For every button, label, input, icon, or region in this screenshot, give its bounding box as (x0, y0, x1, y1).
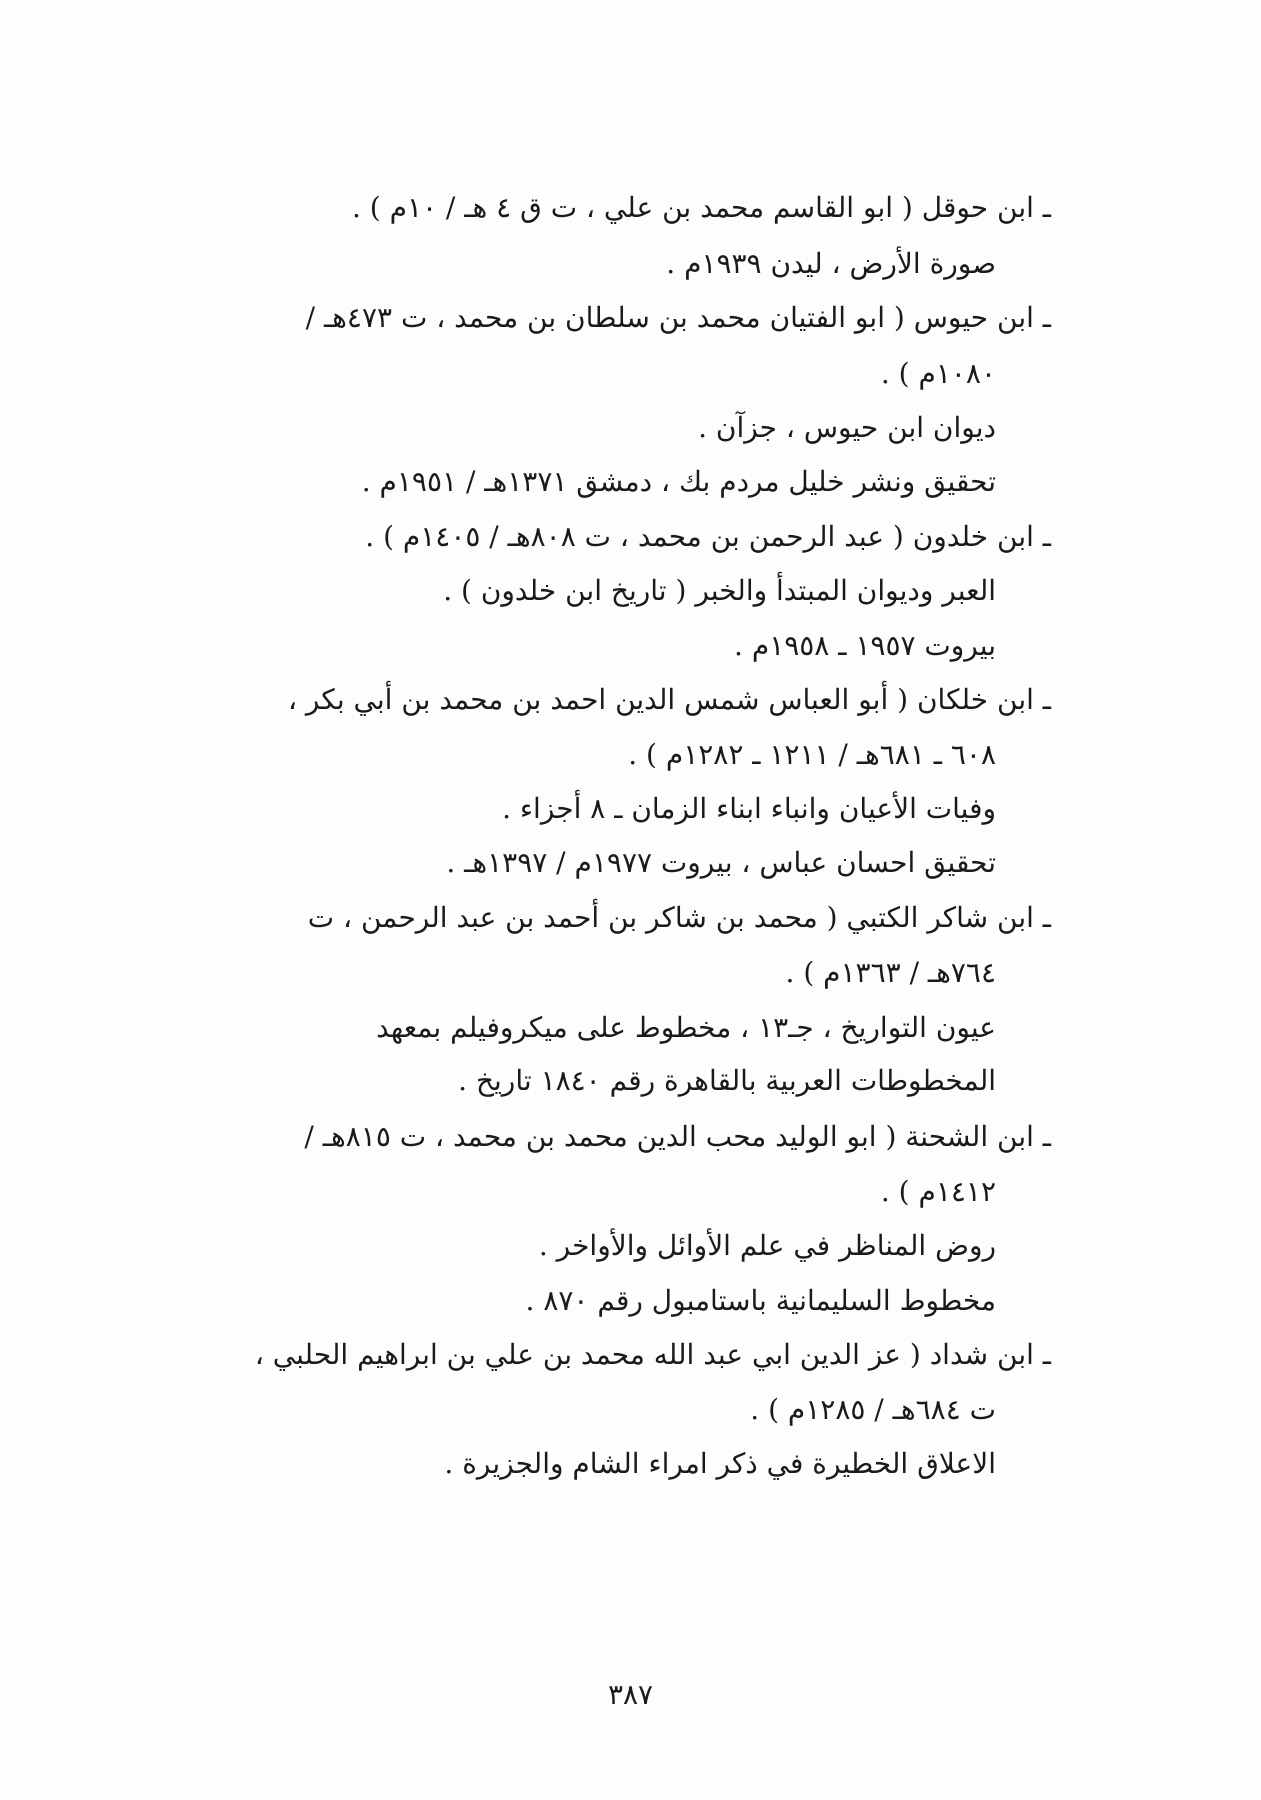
entry-line: تحقيق احسان عباس ، بيروت ١٩٧٧م / ١٣٩٧هـ . (446, 846, 996, 879)
entry-line: مخطوط السليمانية باستامبول رقم ٨٧٠ . (525, 1284, 996, 1317)
entry-line: الاعلاق الخطيرة في ذكر امراء الشام والجزيرة . (444, 1447, 996, 1480)
entry-line: وفيات الأعيان وانباء ابناء الزمان ـ ٨ أجزاء . (502, 792, 996, 825)
entry-line: عيون التواريخ ، جـ١٣ ، مخطوط على ميكروفيلم بمعهد (376, 1011, 996, 1044)
entry-line: ١٤١٢م ) . (880, 1175, 996, 1208)
entry-heading: ـ ابن الشحنة ( ابو الوليد محب الدين محمد بن محمد ، ت ٨١٥هـ / (304, 1120, 1051, 1153)
entry-line: تحقيق ونشر خليل مردم بك ، دمشق ١٣٧١هـ / ١٩٥١م . (361, 465, 996, 498)
page-number: ٣٨٧ (607, 1678, 654, 1711)
entry-heading: ـ ابن شاكر الكتبي ( محمد بن شاكر بن أحمد بن عبد الرحمن ، ت (307, 901, 1051, 934)
entry-line: روض المناظر في علم الأوائل والأواخر . (538, 1229, 996, 1262)
entry-line: صورة الأرض ، ليدن ١٩٣٩م . (666, 247, 996, 280)
entry-heading: ـ ابن خلدون ( عبد الرحمن بن محمد ، ت ٨٠٨هـ / ١٤٠٥م ) . (365, 520, 1051, 553)
entry-line: العبر وديوان المبتدأ والخبر ( تاريخ ابن خلدون ) . (443, 574, 996, 607)
entry-heading: ـ ابن شداد ( عز الدين ابي عبد الله محمد بن علي بن ابراهيم الحلبي ، (254, 1338, 1051, 1371)
entry-line: ٦٠٨ ـ ٦٨١هـ / ١٢١١ ـ ١٢٨٢م ) . (628, 738, 996, 771)
entry-heading: ـ ابن حوقل ( ابو القاسم محمد بن علي ، ت ق ٤ هـ / ١٠م ) . (351, 191, 1051, 224)
entry-line: المخطوطات العربية بالقاهرة رقم ١٨٤٠ تاريخ . (458, 1064, 996, 1097)
entry-heading: ـ ابن خلكان ( أبو العباس شمس الدين احمد بن محمد بن أبي بكر ، (287, 683, 1051, 716)
entry-line: ١٠٨٠م ) . (880, 357, 996, 390)
entry-heading: ـ ابن حيوس ( ابو الفتيان محمد بن سلطان بن محمد ، ت ٤٧٣هـ / (305, 301, 1051, 334)
entry-line: ت ٦٨٤هـ / ١٢٨٥م ) . (750, 1393, 996, 1426)
entry-line: ٧٦٤هـ / ١٣٦٣م ) . (785, 956, 996, 989)
entry-line: ديوان ابن حيوس ، جزآن . (698, 411, 996, 444)
entry-line: بيروت ١٩٥٧ ـ ١٩٥٨م . (734, 629, 996, 662)
